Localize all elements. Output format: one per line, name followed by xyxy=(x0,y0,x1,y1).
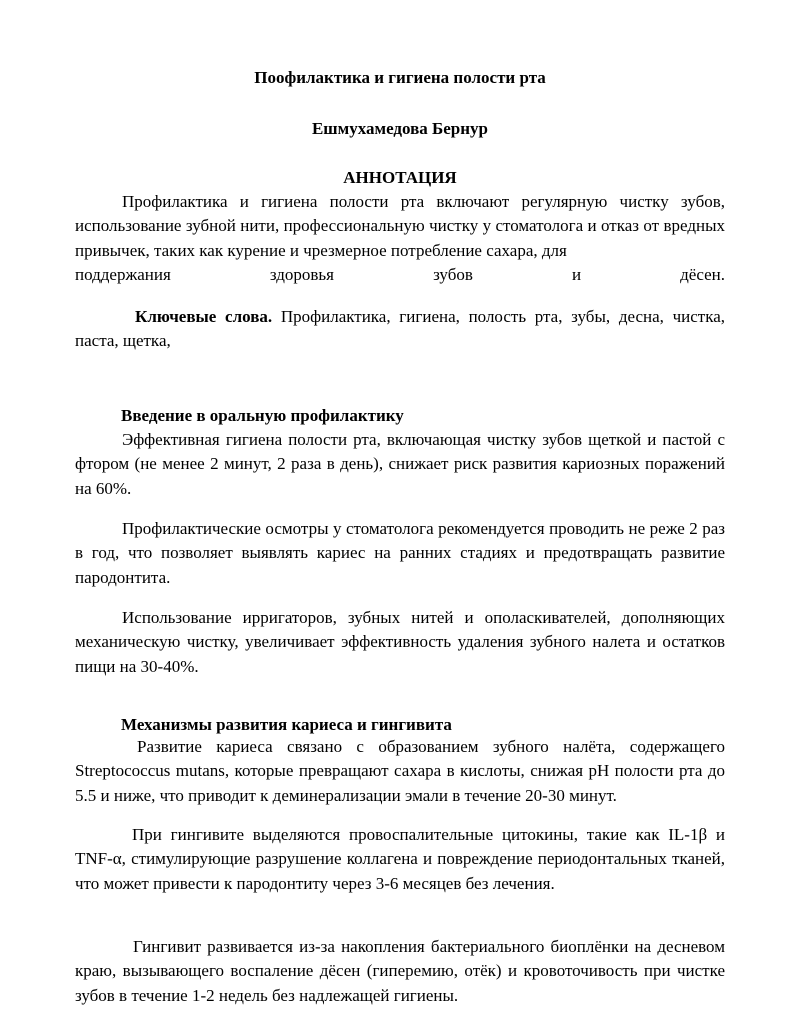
section2-paragraph-3: Гингивит развивается из-за накопления бактериального биоплёнки на десневом краю, вызывающего воспаление дёсен (гиперемию, отёк) и кровоточивость при чистке зубов в течение 1-2 недель без надлежащей гигиены. xyxy=(75,937,725,1005)
annotation-paragraph: Профилактика и гигиена полости рта включают регулярную чистку зубов, использование зубной нити, профессиональную чистку у стоматолога и отказ от вредных привычек, таких как курение и чрезмерное потребление сахара, для xyxy=(75,192,725,260)
section1-paragraph-1: Эффективная гигиена полости рта, включающая чистку зубов щеткой и пастой с фтором (не менее 2 минут, 2 раза в день), снижает риск развития кариозных поражений на 60%. xyxy=(75,430,725,498)
section1-heading: Введение в оральную профилактику xyxy=(121,406,404,425)
annotation-heading: АННОТАЦИЯ xyxy=(343,168,457,187)
section1-paragraph-3: Использование ирригаторов, зубных нитей и ополаскивателей, дополняющих механическую чистку, увеличивает эффективность удаления зубного налета и остатков пищи на 30-40%. xyxy=(75,608,725,676)
section2-paragraph-1: Развитие кариеса связано с образованием зубного налёта, содержащего Streptococcus mutans, которые превращают сахара в кислоты, снижая pH полости рта до 5.5 и ниже, что приводит к деминерализации эмали в течение 20-30 минут. xyxy=(75,737,725,805)
section2-heading: Механизмы развития кариеса и гингивита xyxy=(121,715,452,734)
section1-paragraph-2: Профилактические осмотры у стоматолога рекомендуется проводить не реже 2 раз в год, что позволяет выявлять кариес на ранних стадиях и предотвращать развитие пародонтита. xyxy=(75,519,725,587)
keywords-paragraph xyxy=(75,305,725,354)
keywords-label: Ключевые слова. xyxy=(135,307,273,326)
document-title: Поофилактика и гигиена полости рта xyxy=(254,68,546,87)
section2-paragraph-2: При гингивите выделяются провоспалительные цитокины, такие как IL-1β и TNF-α, стимулирующие разрушение коллагена и повреждение периодонтальных тканей, что может привести к пародонтиту через 3-6 месяцев без лечения. xyxy=(75,825,725,893)
document-author: Ешмухамедова Бернур xyxy=(311,119,489,138)
keywords-text: Профилактика, гигиена, полость рта, зубы, десна, чистка, паста, щетка, xyxy=(75,307,725,351)
annotation-last-line: поддержания здоровья зубов и дёсен. xyxy=(75,265,725,284)
